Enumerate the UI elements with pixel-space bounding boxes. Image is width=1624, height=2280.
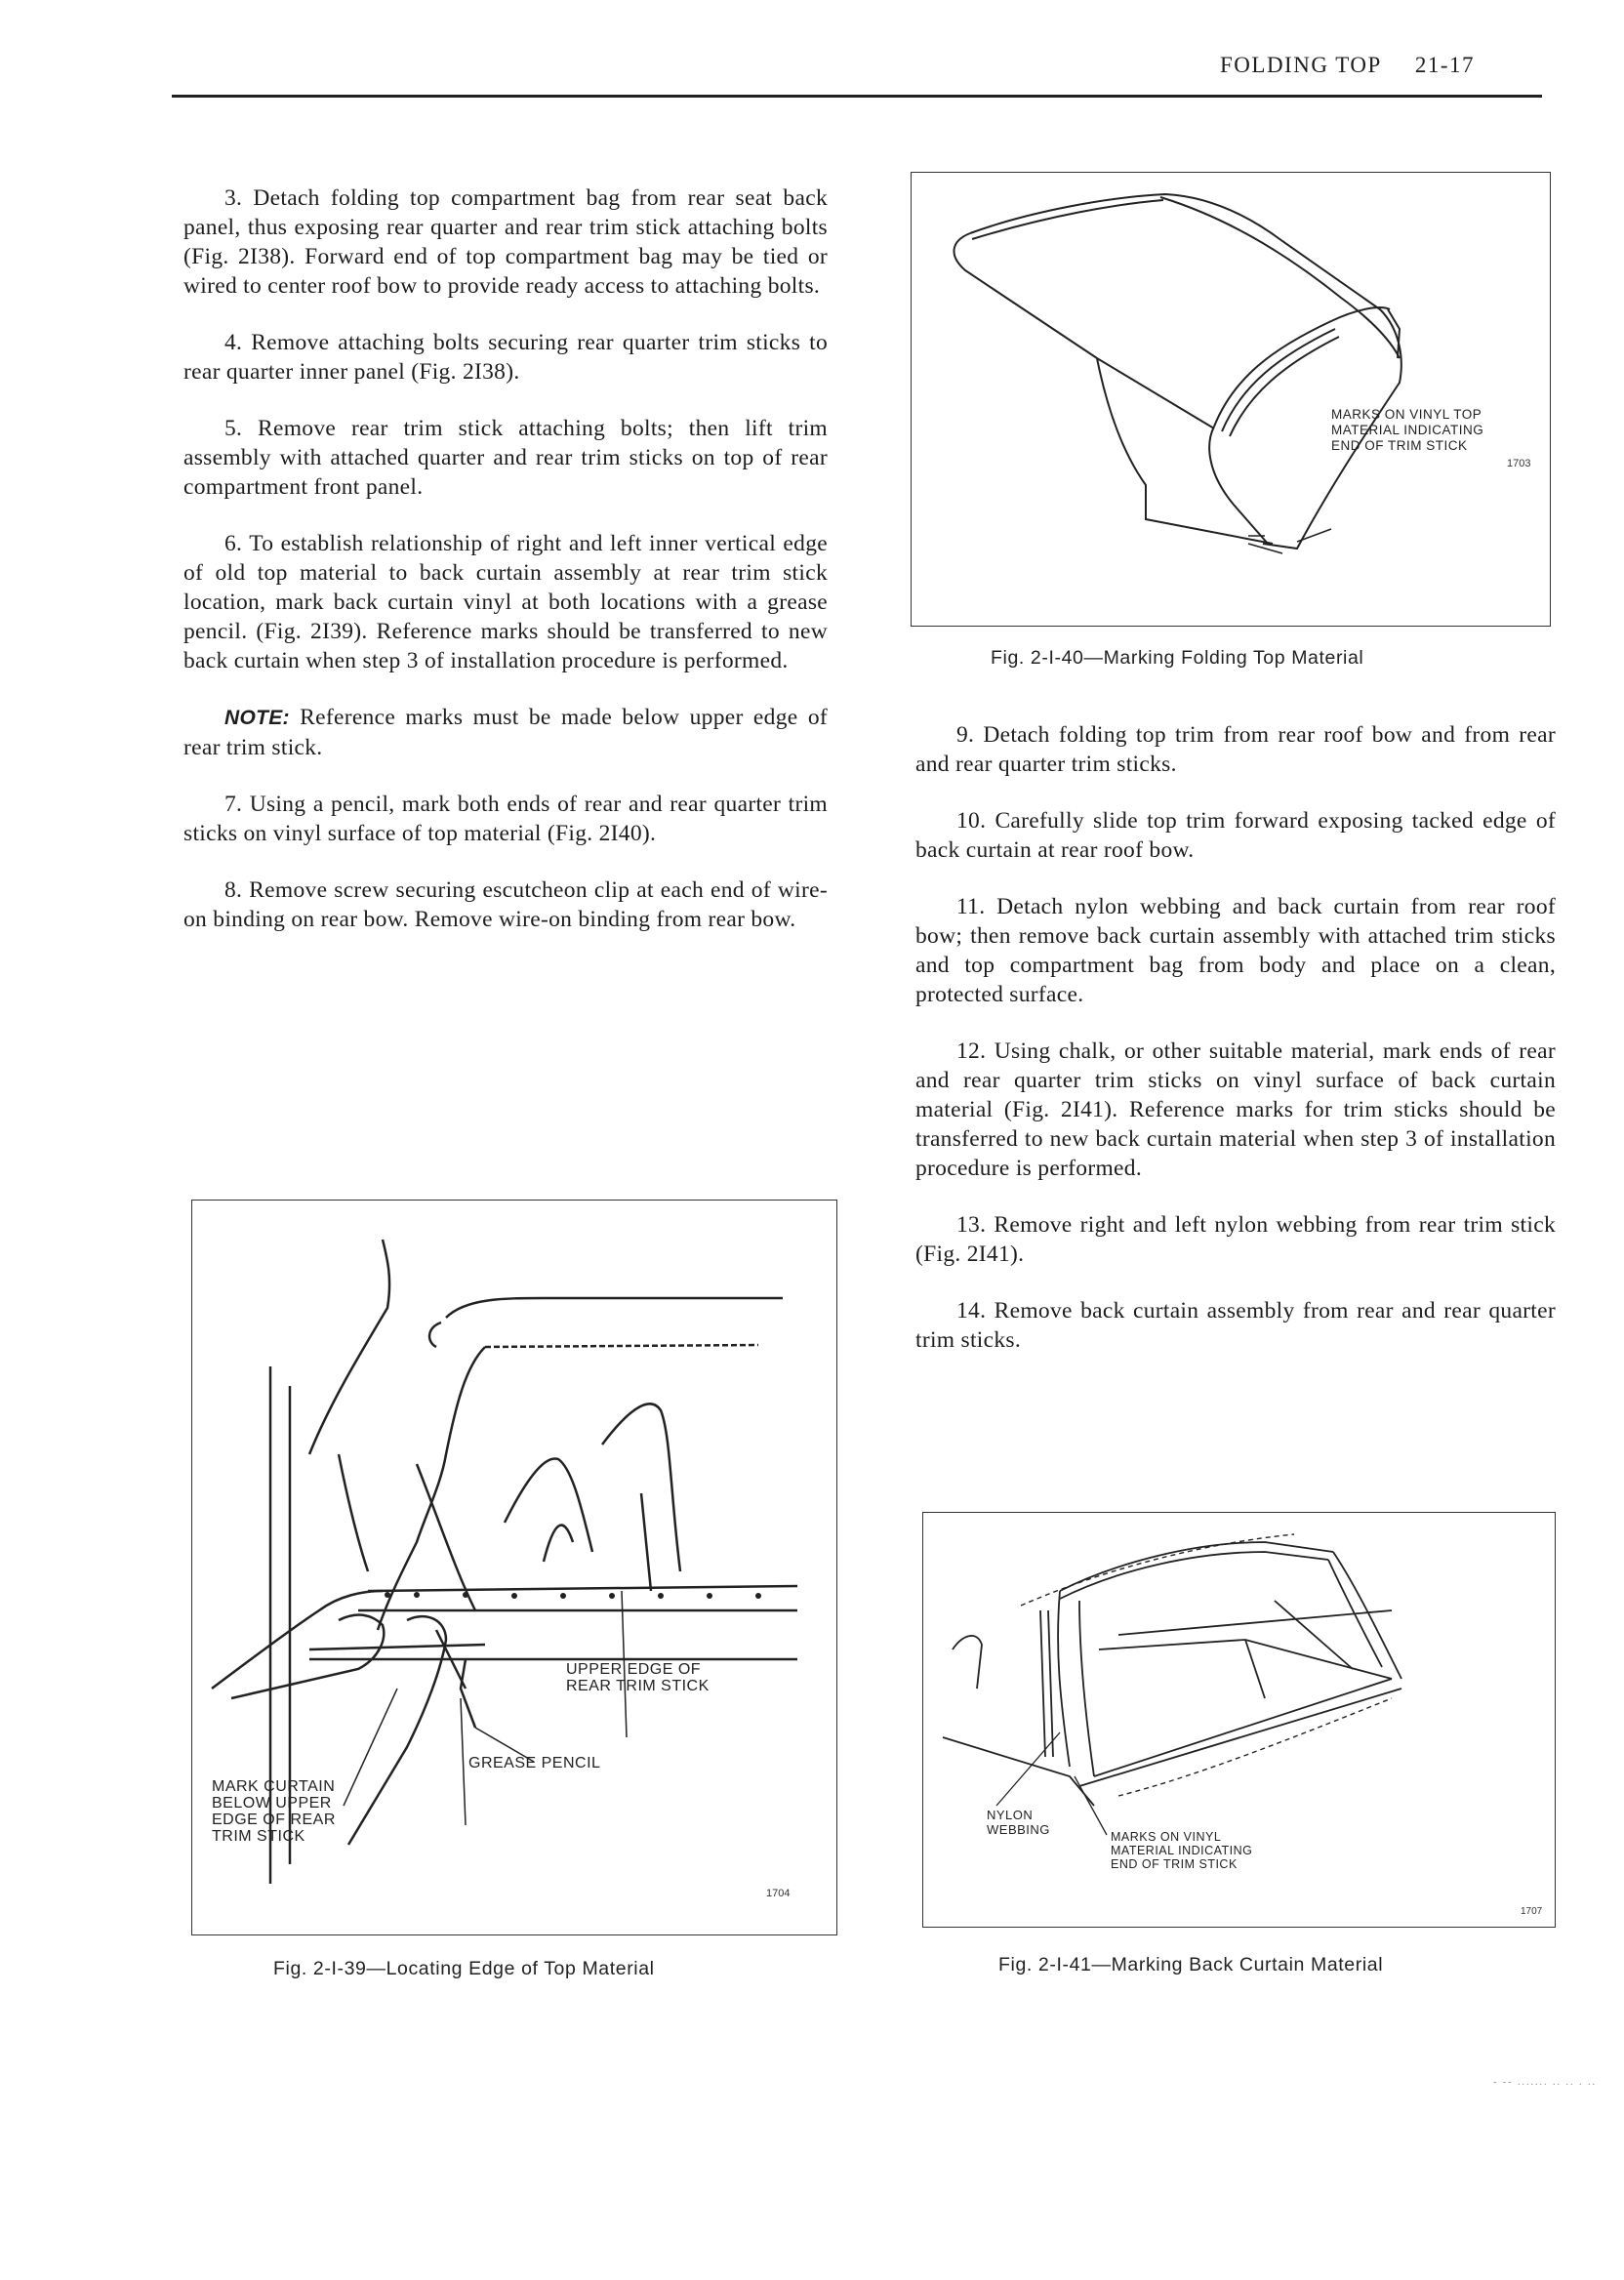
fig41-callout-marks: MARKS ON VINYL MATERIAL INDICATING END OF TRIM STICK [1111, 1830, 1253, 1871]
step-9: 9. Detach folding top trim from rear roof bow and from rear and rear quarter trim sticks. [915, 722, 1556, 777]
step-4: 4. Remove attaching bolts securing rear quarter trim sticks to rear quarter inner panel (Fig. 2I38). [183, 330, 828, 385]
step-7: 7. Using a pencil, mark both ends of rear and rear quarter trim sticks on vinyl surface of top material (Fig. 2I40). [183, 792, 828, 846]
fig41-caption: Fig. 2-I-41—Marking Back Curtain Material [998, 1954, 1384, 1975]
right-column-upper [915, 720, 1556, 1382]
note-label: NOTE: [224, 707, 290, 729]
step-11: 11. Detach nylon webbing and back curtain from rear roof bow; then remove back curtain assembly with attached trim sticks and top compartment bag from body and place on a clean, protected surface. [915, 894, 1556, 1007]
left-column [183, 183, 828, 961]
figure-40-box [911, 172, 1551, 627]
fig41-number: 1707 [1521, 1906, 1543, 1917]
page-header [1220, 53, 1475, 78]
note [183, 703, 828, 762]
step-14: 14. Remove back curtain assembly from rear and rear quarter trim sticks. [915, 1298, 1556, 1353]
figure-41-box [922, 1512, 1556, 1928]
fig39-number: 1704 [766, 1888, 791, 1899]
fig40-caption: Fig. 2-I-40—Marking Folding Top Material [991, 647, 1364, 669]
fig39-callout-mark-curtain: MARK CURTAIN BELOW UPPER EDGE OF REAR TRIM STICK [212, 1778, 336, 1845]
step-12: 12. Using chalk, or other suitable material, mark ends of rear and rear quarter trim sticks on vinyl surface of back curtain material (Fig. 2I41). Reference marks for trim sticks should be transferred to new back curtain material when step 3 of installation procedure is performed. [915, 1038, 1556, 1181]
fig40-callout: MARKS ON VINYL TOP MATERIAL INDICATING END OF TRIM STICK [1331, 407, 1484, 453]
step-13: 13. Remove right and left nylon webbing from rear trim stick (Fig. 2I41). [915, 1212, 1556, 1267]
step-6: 6. To establish relationship of right and left inner vertical edge of old top material to back curtain assembly at rear trim stick location, mark back curtain vinyl at both locations with a grease pencil. (Fig. 2I39). Reference marks should be transferred to new back curtain when step 3 of installation procedure is performed. [183, 531, 828, 673]
fig41-callout-nylon-webbing: NYLON WEBBING [987, 1808, 1050, 1837]
folding-top-illustration [912, 173, 1550, 626]
step-10: 10. Carefully slide top trim forward exposing tacked edge of back curtain at rear roof bow. [915, 808, 1556, 863]
fig39-callout-upper-edge: UPPER EDGE OF REAR TRIM STICK [566, 1661, 710, 1694]
fig39-callout-grease-pencil: GREASE PENCIL [468, 1755, 601, 1771]
header-rule [172, 95, 1542, 98]
footer-marks: - -- ....... .. .. . .. [1493, 2077, 1597, 2088]
section-title: FOLDING TOP [1220, 53, 1382, 77]
step-5: 5. Remove rear trim stick attaching bolts; then lift trim assembly with attached quarter and rear trim sticks on top of rear compartment front panel. [183, 416, 828, 500]
note-text: Reference marks must be made below upper edge of rear trim stick. [183, 705, 828, 760]
step-3: 3. Detach folding top compartment bag from rear seat back panel, thus exposing rear quarter and rear trim stick attaching bolts (Fig. 2I38). Forward end of top compartment bag may be tied or wired to center roof bow to provide ready access to attaching bolts. [183, 185, 828, 299]
fig39-caption: Fig. 2-I-39—Locating Edge of Top Material [273, 1958, 655, 1979]
fig40-number: 1703 [1507, 458, 1531, 469]
page-number: 21-17 [1414, 53, 1475, 77]
step-8: 8. Remove screw securing escutcheon clip at each end of wire-on binding on rear bow. Remove wire-on binding from rear bow. [183, 877, 828, 932]
figure-39-box [191, 1200, 837, 1935]
